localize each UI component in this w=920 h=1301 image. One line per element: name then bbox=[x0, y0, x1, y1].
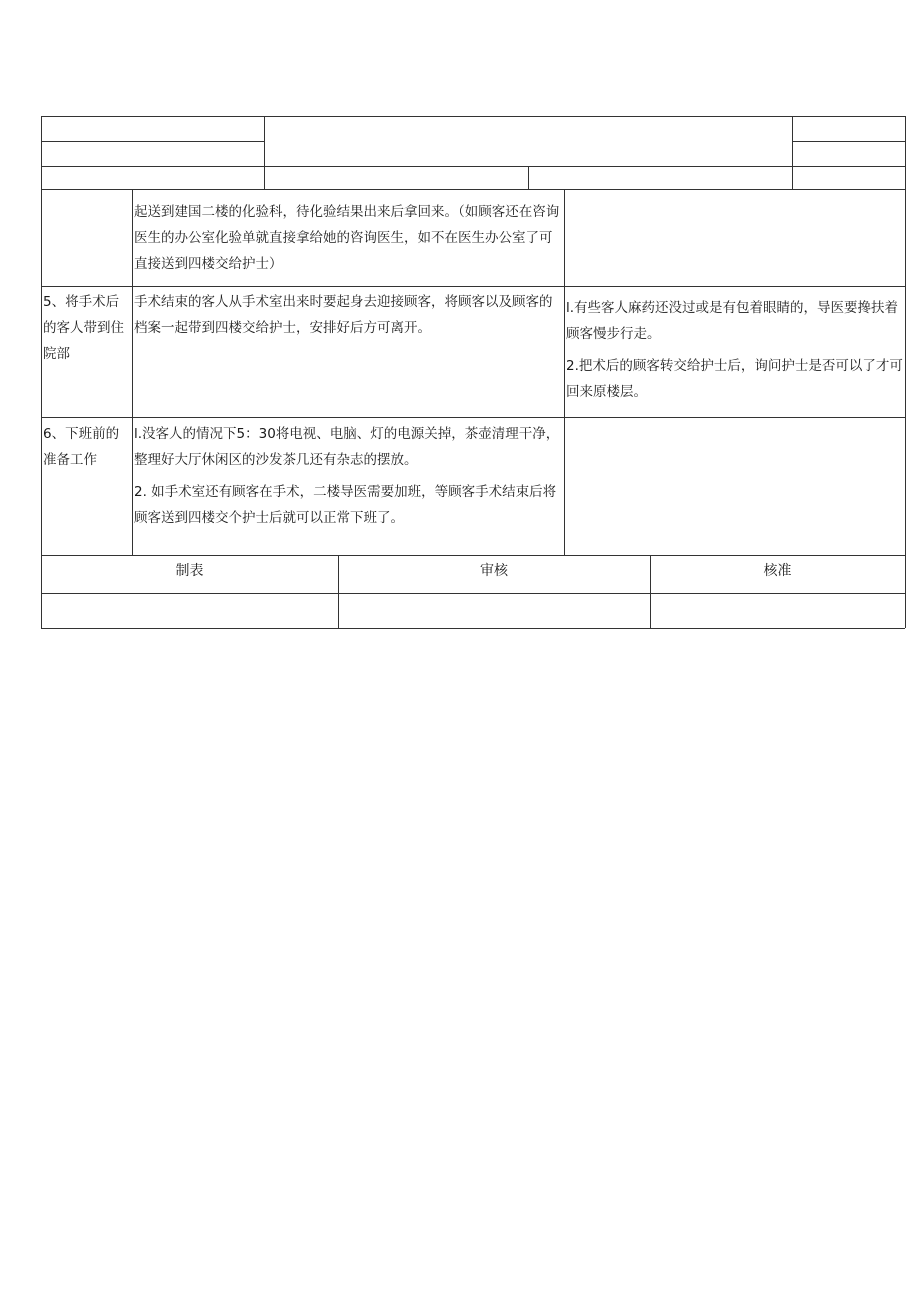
body-vline-step bbox=[132, 189, 133, 555]
header-bottom-border bbox=[41, 189, 905, 190]
row-3-content-2: 2. 如手术室还有顾客在手术，二楼导医需要加班，等顾客手术结束后将顾客送到四楼交个护士后就可以正常下班了。 bbox=[134, 484, 557, 526]
footer-divider bbox=[41, 593, 905, 594]
row-2-step-text: 5、将手术后的客人带到住院部 bbox=[43, 294, 124, 362]
row-2-notes bbox=[566, 295, 903, 405]
row-3-step-text: 6、下班前的准备工作 bbox=[43, 426, 120, 468]
row-divider-2 bbox=[41, 417, 905, 418]
body-bottom-border bbox=[41, 555, 905, 556]
row-1-content-text: 起送到建国二楼的化验科，待化验结果出来后拿回来。（如顾客还在咨询医生的办公室化验单就直接拿给她的咨询医生，如不在医生办公室了可直接送到四楼交给护士） bbox=[134, 204, 560, 272]
footer-label-reviewed: 审核 bbox=[480, 563, 508, 579]
header-top-border bbox=[41, 116, 905, 117]
row-2-note-2: 2.把术后的顾客转交给护士后，询问护士是否可以了才可回来原楼层。 bbox=[566, 358, 903, 400]
header-divider-2 bbox=[41, 166, 905, 167]
footer-label-approved: 核准 bbox=[763, 563, 792, 579]
row-3-step bbox=[43, 421, 129, 473]
footer-label-prepared: 制表 bbox=[175, 563, 204, 579]
table-left-border bbox=[41, 116, 42, 628]
row-2-note-1: l.有些客人麻药还没过或是有包着眼睛的，导医要搀扶着顾客慢步行走。 bbox=[566, 300, 899, 342]
body-vline-notes bbox=[564, 189, 565, 555]
header-vline-2 bbox=[528, 166, 529, 189]
row-3-content-1: l.没客人的情况下5：30将电视、电脑、灯的电源关掉，茶壶清理干净，整理好大厅休闲区的沙发茶几还有杂志的摆放。 bbox=[134, 426, 560, 468]
header-vline-1 bbox=[264, 116, 265, 189]
header-left-divider-1 bbox=[41, 141, 264, 142]
table-right-border bbox=[905, 116, 906, 628]
row-2-content-text: 手术结束的客人从手术室出来时要起身去迎接顾客，将顾客以及顾客的档案一起带到四楼交给护士，安排好后方可离开。 bbox=[134, 294, 553, 336]
row-2-step bbox=[43, 289, 131, 367]
row-divider-1 bbox=[41, 286, 905, 287]
table-bottom-border bbox=[41, 628, 905, 629]
header-right-divider-1 bbox=[792, 141, 905, 142]
header-vline-3 bbox=[792, 116, 793, 189]
row-1-content bbox=[134, 199, 563, 277]
row-3-content bbox=[134, 421, 563, 531]
row-2-content bbox=[134, 289, 563, 341]
